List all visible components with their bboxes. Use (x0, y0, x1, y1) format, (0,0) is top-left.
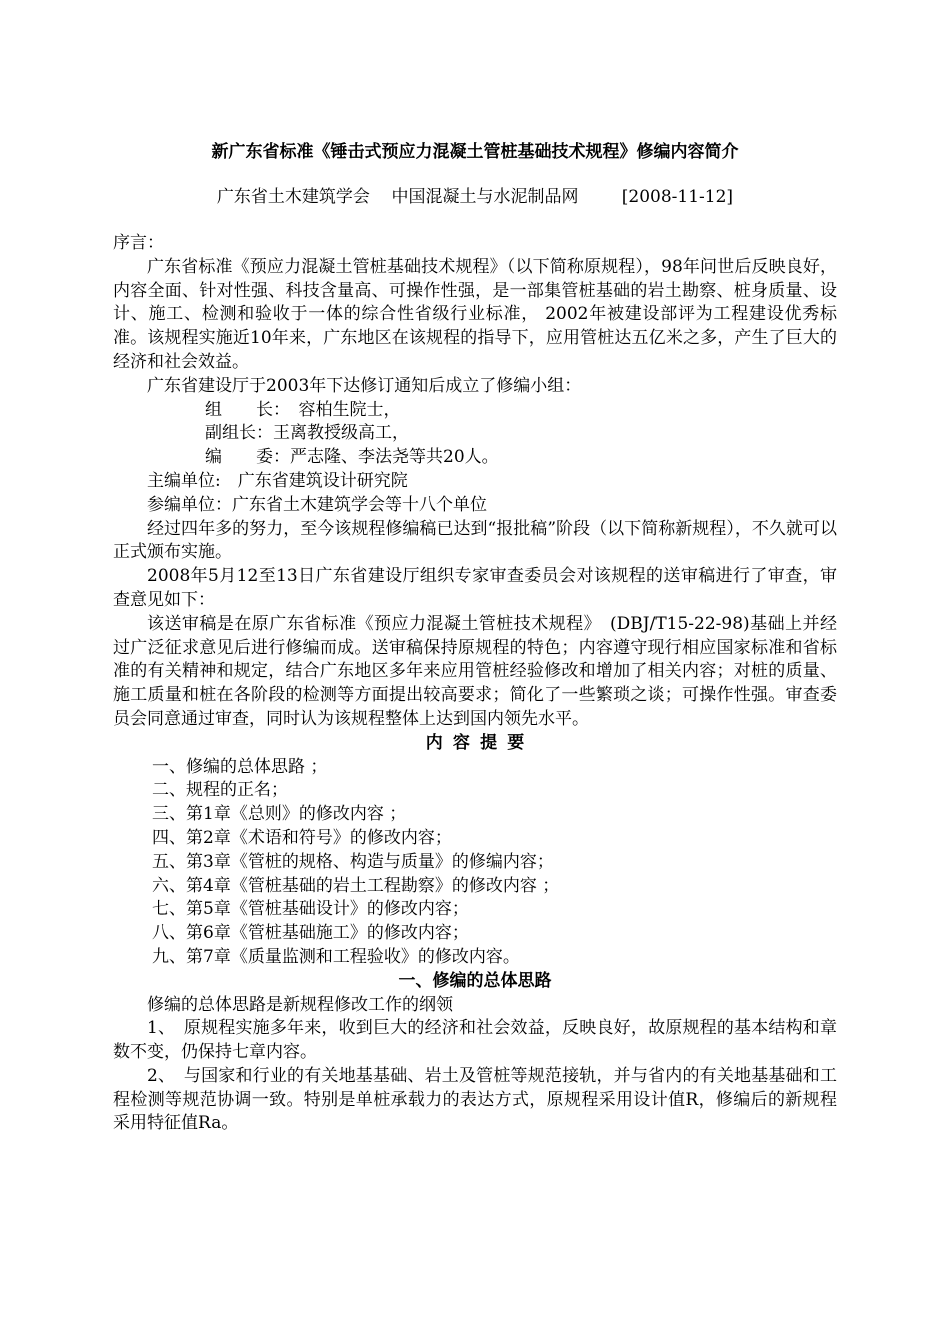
team-leader: 组 长： 容柏生院士， (205, 399, 401, 420)
team-members: 编 委：严志隆、李法尧等共20人。 (205, 447, 499, 468)
summary-item: 二、规程的正名； (152, 780, 288, 801)
section1-intro: 修编的总体思路是新规程修改工作的纲领 (147, 994, 453, 1015)
section1-heading: 一、修编的总体思路 (398, 970, 552, 991)
byline-org: 广东省土木建筑学会 (216, 187, 370, 207)
co-unit: 参编单位：广东省土木建筑学会等十八个单位 (147, 494, 487, 515)
summary-item: 三、第1章《总则》的修改内容 ； (152, 804, 407, 825)
paragraph-revision-team: 广东省建设厅于2003年下达修订通知后成立了修编小组： (147, 375, 582, 396)
section1-item-1: 1、 原规程实施多年来，收到巨大的经济和社会效益，反映良好，故原规程的基本结构和章数不变，仍保持七章内容。 (113, 1018, 837, 1063)
document-title: 新广东省标准《锤击式预应力混凝土管桩基础技术规程》修编内容简介 (211, 142, 739, 162)
byline (113, 185, 837, 209)
summary-item: 九、第7章《质量监测和工程验收》的修改内容。 (152, 946, 520, 967)
summary-item: 八、第6章《管桩基础施工》的修改内容； (152, 923, 469, 944)
document-page (113, 140, 837, 1136)
paragraph-progress: 经过四年多的努力，至今该规程修编稿已达到“报批稿”阶段（以下简称新规程），不久就可以正式颁布实施。 (113, 518, 837, 563)
preface-label: 序言： (113, 233, 164, 253)
section1-item-2: 2、 与国家和行业的有关地基基础、岩土及管桩等规范接轨，并与省内的有关地基基础和工程检测等规范协调一致。特别是单桩承载力的表达方式，原规程采用设计值R，修编后的新规程采用特征值Ra。 (113, 1065, 837, 1134)
team-deputy: 副组长：王离教授级高工， (205, 423, 409, 444)
summary-item: 六、第4章《管桩基础的岩土工程勘察》的修改内容 ； (152, 875, 560, 896)
summary-item: 五、第3章《管桩的规格、构造与质量》的修编内容； (152, 851, 554, 872)
chief-unit: 主编单位: 广东省建筑设计研究院 (147, 470, 408, 491)
summary-item: 七、第5章《管桩基础设计》的修改内容； (152, 899, 469, 920)
byline-date: [2008-11-12] (621, 187, 734, 207)
summary-list (113, 756, 837, 970)
byline-site: 中国混凝土与水泥制品网 (391, 187, 579, 207)
summary-item: 四、第2章《术语和符号》的修改内容； (152, 827, 452, 848)
summary-heading: 内容提要 (425, 732, 535, 753)
paragraph-review: 2008年5月12至13日广东省建设厅组织专家审查委员会对该规程的送审稿进行了审查，审查意见如下： (113, 566, 837, 610)
summary-item: 一、修编的总体思路 ； (152, 756, 328, 777)
paragraph-review-opinion: 该送审稿是在原广东省标准《预应力混凝土管桩技术规程》 (DBJ/T15-22-98)基础上并经过广泛征求意见后进行修编而成。送审稿保持原规程的特色；内容遵守现行相应国家标准和省标准的有关精神和规定，结合广东地区多年来应用管桩经验修改和增加了相关内容；对桩的质量、施工质量和桩在各阶段的检测等方面提出较高要求；简化了一些繁琐之谈；可操作性强。审查委员会同意通过审查，同时认为该规程整体上达到国内领先水平。 (113, 613, 837, 729)
paragraph-intro: 广东省标准《预应力混凝土管桩基础技术规程》（以下简称原规程），98年问世后反映良好，内容全面、针对性强、科技含量高、可操作性强，是一部集管桩基础的岩土勘察、桩身质量、设计、施工、检测和验收于一体的综合性省级行业标准， 2002年被建设部评为工程建设优秀标准。该规程实施近10年来，广东地区在该规程的指导下，应用管桩达五亿米之多，产生了巨大的经济和社会效益。 (113, 256, 837, 372)
